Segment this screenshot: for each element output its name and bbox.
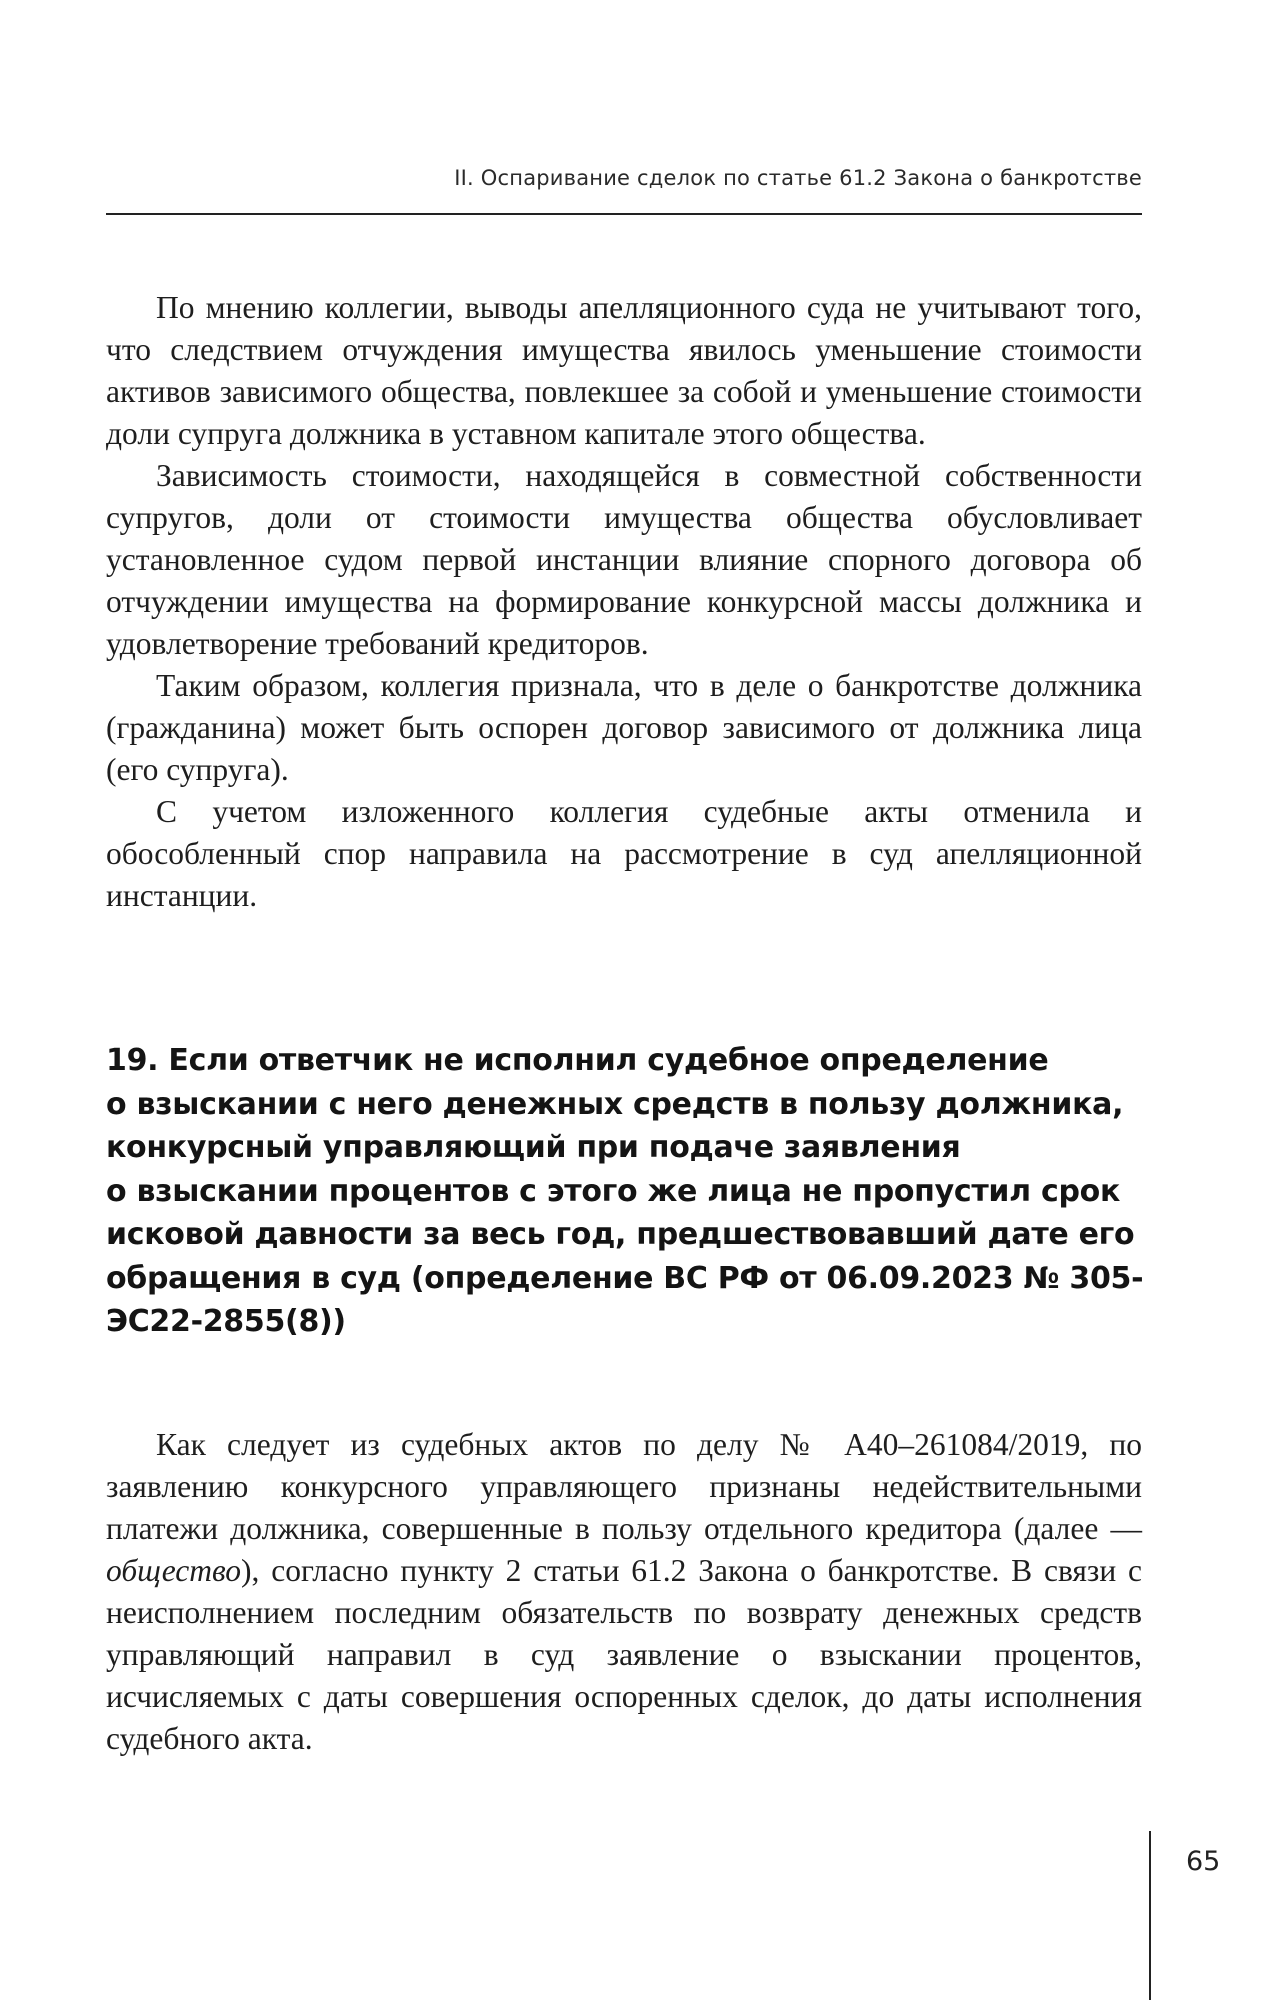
section-heading [106,1039,1142,1344]
paragraph [106,1424,1142,1760]
header-divider [106,213,1142,215]
paragraph: По мнению коллегии, выводы апелляционного суда не учитывают того, что следствием отчуждения имущества явилось уменьшение стоимости активов зависимого общества, повлекшее за собой и уменьшение стоимости доли супруга должника в уставном капитале этого общества. [106,290,1142,451]
page-number: 65 [1186,1846,1221,1877]
defined-term: общество [106,1553,242,1588]
heading-line: конкурсный управляющий при подаче заявления [106,1130,961,1165]
paragraph-text: Как следует из судебных актов по делу № А40–261084/2019, по заявлению конкурсного управляющего признаны недействительными платежи должника, совершенные в пользу отдельного кредитора (далее — [106,1427,1142,1546]
text-block-top [106,287,1142,917]
heading-line: о взыскании с него денежных средств в пользу должника, [106,1086,1124,1122]
page-number-divider [1149,1831,1151,2000]
heading-line: обращения в суд (определение ВС РФ от 06.09.2023 № 305- [106,1260,1144,1296]
paragraph: С учетом изложенного коллегия судебные акты отменила и обособленный спор направила на рассмотрение в суд апелляционной инстанции. [106,794,1142,913]
heading-line: ЭС22-2855(8)) [106,1304,346,1339]
text-block-bottom [106,1424,1142,1760]
paragraph: Таким образом, коллегия признала, что в деле о банкротстве должника (гражданина) может быть оспорен договор зависимого от должника лица (его супруга). [106,668,1142,787]
heading-line: о взыскании процентов с этого же лица не пропустил срок [106,1173,1121,1209]
heading-line: исковой давности за весь год, предшествовавший дате его [106,1217,1135,1252]
heading-line: 19. Если ответчик не исполнил судебное определение [106,1043,1049,1078]
paragraph-text: ), согласно пункту 2 статьи 61.2 Закона о банкротстве. В связи с неисполнением последним обязательств по возврату денежных средств управляющий направил в суд заявление о взыскании процентов, исчисляемых с даты совершения оспоренных сделок, до даты исполнения судебного акта. [106,1553,1142,1756]
running-header: II. Оспаривание сделок по статье 61.2 Закона о банкротстве [454,166,1142,190]
paragraph: Зависимость стоимости, находящейся в совместной собственности супругов, доли от стоимости имущества общества обусловливает установленное судом первой инстанции влияние спорного договора об отчуждении имущества на формирование конкурсной массы должника и удовлетворение требований кредиторов. [106,458,1142,661]
